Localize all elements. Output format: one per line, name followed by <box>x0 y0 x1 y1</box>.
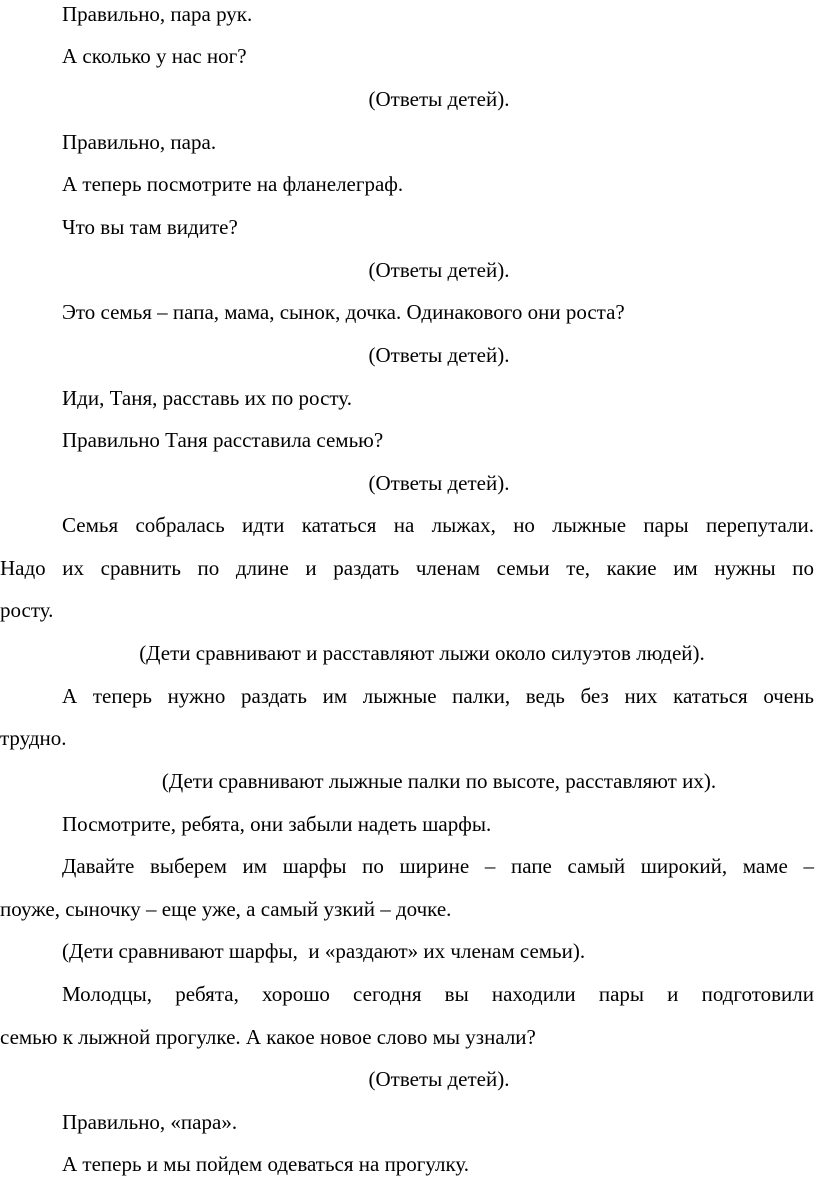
text-line: А теперь и мы пойдем одеваться на прогулку. <box>62 1152 470 1176</box>
text-line: Надо их сравнить по длине и раздать членам семьи те, какие им нужны по <box>0 556 814 580</box>
text-line-centered: (Ответы детей). <box>368 258 510 282</box>
text-line: семью к лыжной прогулке. А какое новое слово мы узнали? <box>0 1025 536 1049</box>
text-line: поуже, сыночку – еще уже, а самый узкий – дочке. <box>0 897 452 921</box>
text-line: Иди, Таня, расставь их по росту. <box>62 386 352 410</box>
text-line-centered: (Дети сравнивают и расставляют лыжи около силуэтов людей). <box>139 641 705 665</box>
text-line: Что вы там видите? <box>62 215 238 239</box>
text-line: Семья собралась идти кататься на лыжах, но лыжные пары перепутали. <box>62 513 814 537</box>
text-line-centered: (Ответы детей). <box>368 343 510 367</box>
text-line: А теперь посмотрите на фланелеграф. <box>62 172 404 196</box>
text-line: росту. <box>0 598 54 622</box>
text-line: Давайте выберем им шарфы по ширине – папе самый широкий, маме – <box>62 854 814 878</box>
text-line: Правильно, пара. <box>62 130 217 154</box>
text-line: Это семья – папа, мама, сынок, дочка. Одинакового они роста? <box>62 300 625 324</box>
text-line: Правильно, пара рук. <box>62 2 253 26</box>
text-line: Правильно Таня расставила семью? <box>62 428 384 452</box>
text-line: (Дети сравнивают шарфы, и «раздают» их членам семьи). <box>62 939 586 963</box>
text-line: Молодцы, ребята, хорошо сегодня вы находили пары и подготовили <box>62 982 814 1006</box>
text-line-centered: (Ответы детей). <box>368 87 510 111</box>
text-line-centered: (Дети сравнивают лыжные палки по высоте, расставляют их). <box>161 769 717 793</box>
text-line-centered: (Ответы детей). <box>368 471 510 495</box>
text-line-centered: (Ответы детей). <box>368 1067 510 1091</box>
text-line: Посмотрите, ребята, они забыли надеть шарфы. <box>62 812 492 836</box>
text-line: Правильно, «пара». <box>62 1110 238 1134</box>
text-line: А теперь нужно раздать им лыжные палки, ведь без них кататься очень <box>62 684 814 708</box>
text-line: А сколько у нас ног? <box>62 44 247 68</box>
text-line: трудно. <box>0 726 67 750</box>
